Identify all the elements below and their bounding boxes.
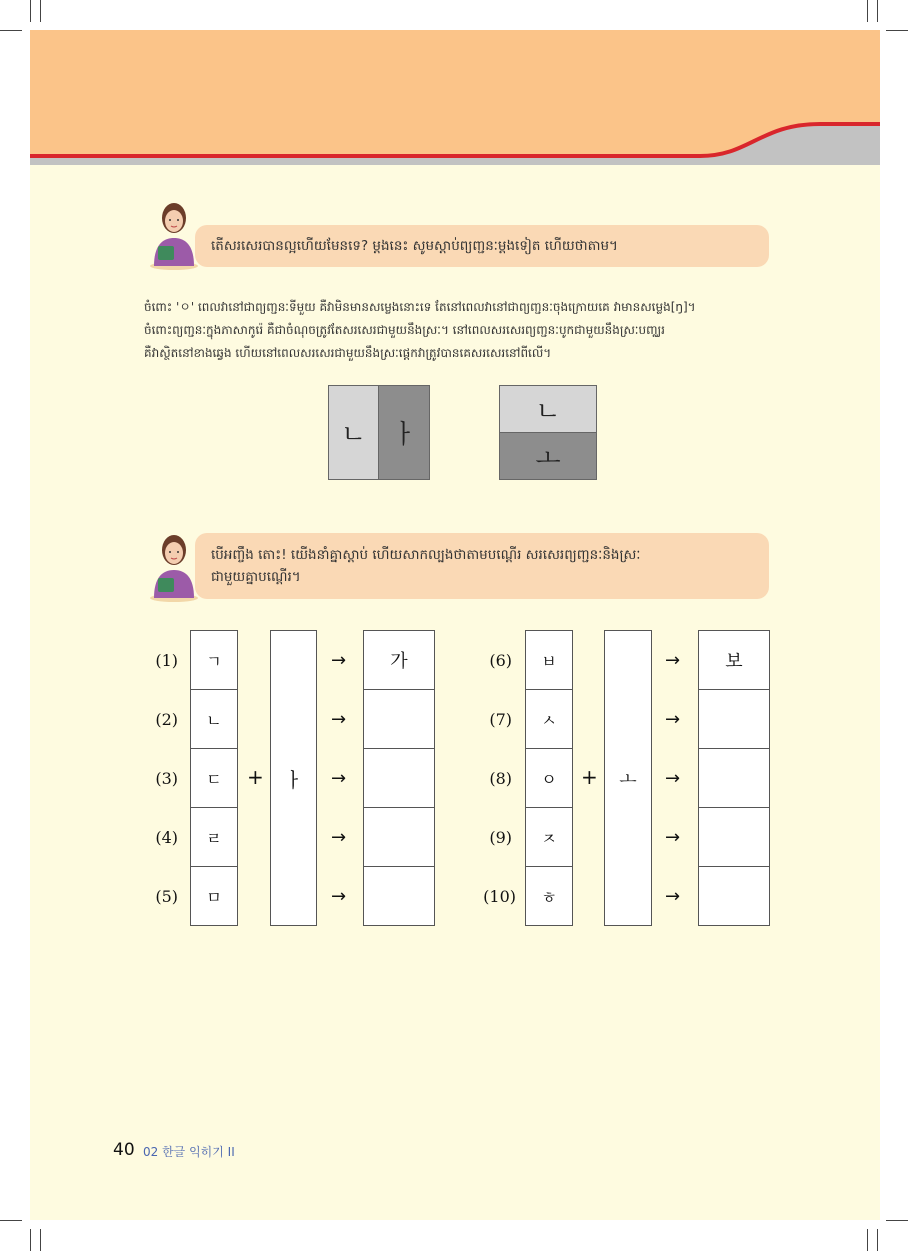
speech-bubble-2 (195, 533, 769, 599)
crop-mark (30, 0, 31, 22)
answer-cell[interactable] (698, 748, 770, 808)
answer-cell[interactable] (363, 807, 435, 867)
item-number: (9) (489, 828, 512, 847)
arrow: → (331, 709, 347, 730)
item-number: (2) (155, 710, 178, 729)
crop-mark (867, 0, 868, 22)
header-band (30, 30, 880, 165)
chapter-title: 02 한글 익히기 II (143, 1145, 235, 1159)
diagram-right-vowel: ㅗ (499, 432, 597, 480)
arrow: → (331, 768, 347, 789)
explanation-paragraph (144, 296, 784, 365)
arrow: → (665, 650, 681, 671)
plus-sign: + (247, 765, 264, 789)
crop-mark (30, 1229, 31, 1251)
crop-mark (0, 1220, 22, 1221)
arrow: → (665, 768, 681, 789)
teacher-avatar (148, 528, 200, 602)
paragraph-line: ចំពោះព្យញ្ជនៈក្នុងភាសាកូរ៉េ គឺជាចំណុចត្រូវតែសរសេរជាមួយនឹងស្រៈ។ នៅពេលសរសេរព្យញ្ជនៈបូកជាមួយនឹងស្រៈបញ្ឈរ (144, 323, 665, 337)
answer-cell[interactable] (698, 807, 770, 867)
item-number: (10) (483, 887, 516, 906)
answer-cell[interactable] (363, 748, 435, 808)
answer-cell[interactable]: 가 (363, 630, 435, 690)
header-swoosh (30, 30, 880, 165)
answer-cell[interactable] (363, 866, 435, 926)
crop-mark (0, 30, 22, 31)
consonant-cell: ㅁ (190, 866, 238, 926)
arrow: → (665, 827, 681, 848)
item-number: (4) (155, 828, 178, 847)
item-number: (6) (489, 651, 512, 670)
answer-cell[interactable]: 보 (698, 630, 770, 690)
item-number: (1) (155, 651, 178, 670)
item-number: (5) (155, 887, 178, 906)
consonant-cell: ㄷ (190, 748, 238, 808)
consonant-cell: ㅎ (525, 866, 573, 926)
diagram-left-vowel: ㅏ (378, 385, 430, 480)
crop-mark (886, 30, 908, 31)
arrow: → (331, 827, 347, 848)
page-number: 40 (113, 1140, 135, 1160)
paragraph-line: ចំពោះ 'ㅇ' ពេលវានៅជាព្យញ្ជនៈទីមួយ គឺវាមិនមានសម្លេងនោះទេ តែនៅពេលវានៅជាព្យញ្ជនៈចុងក្រោយគេ វាមានសម្លេង[ŋ]។ (144, 300, 696, 314)
teacher-avatar (148, 196, 200, 270)
consonant-cell: ㅅ (525, 689, 573, 749)
item-number: (3) (155, 769, 178, 788)
arrow: → (665, 886, 681, 907)
crop-mark (867, 1229, 868, 1251)
consonant-cell: ㅈ (525, 807, 573, 867)
speech-bubble-1 (195, 225, 769, 267)
crop-mark (877, 0, 878, 22)
speech-text-2-line-2: ជាមួយគ្នាបណ្ដើរ។ (211, 569, 301, 585)
arrow: → (331, 650, 347, 671)
arrow: → (331, 886, 347, 907)
speech-text-2-line-1: បើអញ្ចឹង តោះ! យើងនាំគ្នាស្ដាប់ ហើយសាកល្បងថាតាមបណ្ដើរ សរសេរព្យញ្ជនៈនិងស្រៈ (211, 547, 641, 563)
consonant-cell: ㄹ (190, 807, 238, 867)
answer-cell[interactable] (698, 866, 770, 926)
answer-cell[interactable] (698, 689, 770, 749)
plus-sign: + (581, 765, 598, 789)
consonant-cell: ㄴ (190, 689, 238, 749)
paragraph-line: គឺវាស្ថិតនៅខាងឆ្វេង ហើយនៅពេលសរសេរជាមួយនឹងស្រៈផ្ដេកវាត្រូវបានគេសរសេរនៅពីលើ។ (144, 346, 552, 360)
crop-mark (40, 0, 41, 22)
consonant-cell: ㅂ (525, 630, 573, 690)
consonant-cell: ㄱ (190, 630, 238, 690)
vowel-cell: ㅗ (604, 630, 652, 926)
crop-mark (886, 1220, 908, 1221)
crop-mark (40, 1229, 41, 1251)
diagram-left-consonant: ㄴ (328, 385, 379, 480)
crop-mark (877, 1229, 878, 1251)
consonant-cell: ㅇ (525, 748, 573, 808)
vowel-cell: ㅏ (270, 630, 317, 926)
arrow: → (665, 709, 681, 730)
item-number: (7) (489, 710, 512, 729)
answer-cell[interactable] (363, 689, 435, 749)
speech-text-1: តើសរសេរបានល្អហើយមែនទេ? ម្ដងនេះ សូមស្ដាប់ព្យញ្ជនៈម្ដងទៀត ហើយថាតាម។ (211, 238, 618, 254)
item-number: (8) (489, 769, 512, 788)
diagram-right-consonant: ㄴ (499, 385, 597, 433)
